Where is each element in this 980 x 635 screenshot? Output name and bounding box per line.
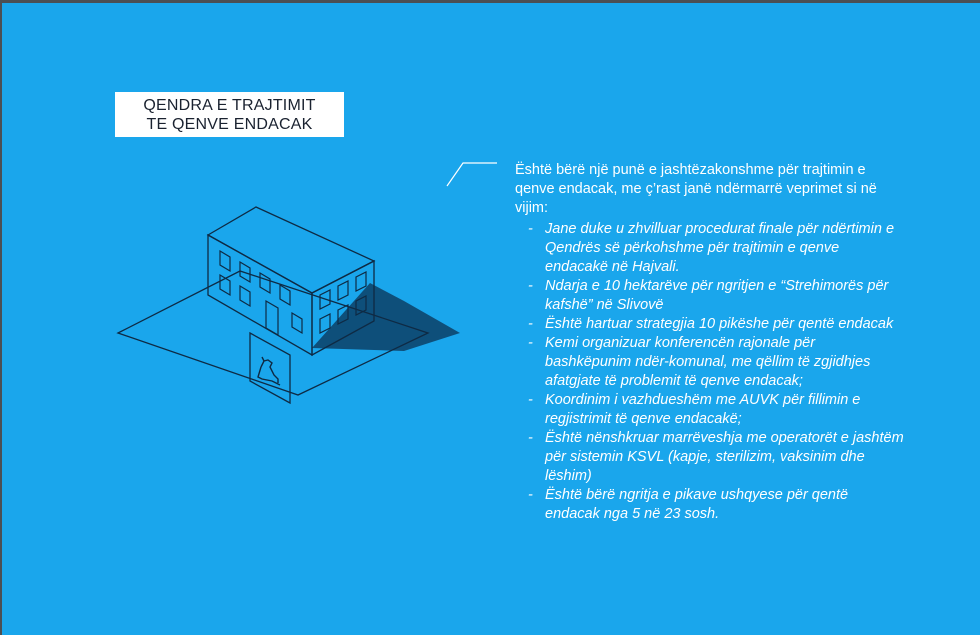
front-windows [220, 251, 302, 335]
list-item-text: Koordinim i vazhdueshëm me AUVK për fillimin e regjistrimit të qenve endacakë; [545, 392, 861, 427]
list-item [528, 391, 905, 429]
bullet-dash: - [528, 335, 533, 351]
building-shadow [312, 283, 460, 351]
page-title-line-1: QENDRA E TRAJTIMIT [143, 97, 316, 114]
list-item [528, 277, 905, 315]
actions-list [515, 220, 905, 524]
list-item-text: Kemi organizuar konferencën rajonale për bashkëpunim ndër-komunal, me qëllim të zgjidhjes afatgjate të problemit të qenve endacak; [545, 335, 871, 389]
page-title-line-2: TE QENVE ENDACAK [146, 116, 313, 133]
callout-line [445, 159, 505, 189]
building-illustration-icon [112, 183, 472, 413]
building-roof [208, 207, 374, 293]
bullet-dash: - [528, 392, 533, 408]
list-item [528, 486, 905, 524]
list-item-text: Është bërë ngritja e pikave ushqyese për qentë endacak nga 5 në 23 sosh. [545, 487, 849, 522]
bullet-dash: - [528, 278, 533, 294]
list-item [528, 220, 905, 277]
bullet-dash: - [528, 430, 533, 446]
list-item [528, 334, 905, 391]
list-item [528, 315, 905, 334]
dog-icon [258, 357, 280, 385]
list-item-text: Është hartuar strategjia 10 pikëshe për qentë endacak [545, 316, 894, 332]
list-item [528, 429, 905, 486]
page-title [115, 92, 344, 137]
text-block [515, 161, 905, 524]
bullet-dash: - [528, 221, 533, 237]
list-item-text: Ndarja e 10 hektarëve për ngritjen e “Strehimorës për kafshë” në Slivovë [545, 278, 889, 313]
list-item-text: Jane duke u zhvilluar procedurat finale për ndërtimin e Qendrës së përkohshme për trajtimin e qenve endacakë në Hajvali. [545, 221, 895, 275]
bullet-dash: - [528, 316, 533, 332]
intro-paragraph: Është bërë një punë e jashtëzakonshme për trajtimin e qenve endacak, me ç’rast janë ndërmarrë veprimet si në vijim: [515, 162, 877, 216]
list-item-text: Është nënshkruar marrëveshja me operatorët e jashtëm për sistemin KSVL (kapje, sterilizim, vaksinim dhe lëshim) [545, 430, 904, 484]
bullet-dash: - [528, 487, 533, 503]
